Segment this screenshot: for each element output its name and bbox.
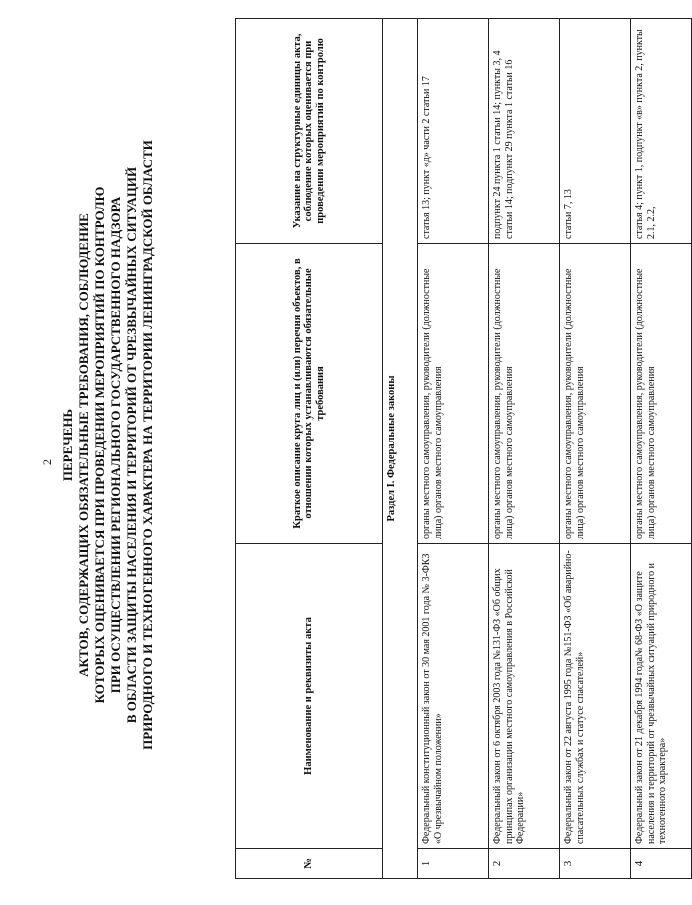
persons-cell: органы местного самоуправления, руководители (должностные лица) органов местного самоуправления [631, 244, 692, 544]
units-cell: подпункт 24 пункта 1 статьи 14; пункты 3, 4 статьи 14; подпункт 29 пункта 1 статьи 16 [489, 19, 560, 244]
table-row [418, 19, 489, 879]
row-number: 1 [418, 849, 489, 879]
page-number: 2 [40, 459, 54, 465]
heading-line: АКТОВ, СОДЕРЖАЩИХ ОБЯЗАТЕЛЬНЫЕ ТРЕБОВАНИЯ, СОБЛЮДЕНИЕ [76, 213, 91, 677]
section-title: Раздел I. Федеральные законы [383, 19, 418, 879]
heading-line: ПЕРЕЧЕНЬ [60, 408, 75, 482]
row-number: 4 [631, 849, 692, 879]
table-row [489, 19, 560, 879]
header-structural-units: Указание на структурные единицы акта, соблюдение которых оценивается при проведении мероприятий по контролю [236, 19, 383, 244]
units-cell: статья 13; пункт «д» части 2 статьи 17 [418, 19, 489, 244]
header-act-name: Наименование и реквизиты акта [236, 544, 383, 849]
heading-line: В ОБЛАСТИ ЗАЩИТЫ НАСЕЛЕНИЯ И ТЕРРИТОРИЙ ОТ ЧРЕЗВЫЧАЙНЫХ СИТУАЦИЙ [124, 166, 139, 724]
act-name-cell: Федеральный конституционный закон от 30 мая 2001 года № 3-ФКЗ «О чрезвычайном положении» [418, 544, 489, 849]
table-row [631, 19, 692, 879]
table-header-row [236, 19, 383, 879]
table-row [560, 19, 631, 879]
document-heading [60, 45, 156, 845]
heading-line: ПРИРОДНОГО И ТЕХНОГЕННОГО ХАРАКТЕРА НА ТЕРРИТОРИИ ЛЕНИНГРАДСКОЙ ОБЛАСТИ [140, 140, 155, 750]
persons-cell: органы местного самоуправления, руководители (должностные лица) органов местного самоуправления [489, 244, 560, 544]
units-cell: статьи 7, 13 [560, 19, 631, 244]
act-name-cell: Федеральный закон от 22 августа 1995 года №151-ФЗ «Об аварийно-спасательных службах и статусе спасателей» [560, 544, 631, 849]
heading-line: КОТОРЫХ ОЦЕНИВАЕТСЯ ПРИ ПРОВЕДЕНИИ МЕРОПРИЯТИЙ ПО КОНТРОЛЮ [92, 186, 107, 704]
row-number: 3 [560, 849, 631, 879]
persons-cell: органы местного самоуправления, руководители (должностные лица) органов местного самоуправления [560, 244, 631, 544]
acts-table [235, 18, 692, 879]
heading-line: ПРИ ОСУЩЕСТВЛЕНИИ РЕГИОНАЛЬНОГО ГОСУДАРСТВЕННОГО НАДЗОРА [108, 196, 123, 694]
row-number: 2 [489, 849, 560, 879]
section-row [383, 19, 418, 879]
persons-cell: органы местного самоуправления, руководители (должностные лица) органов местного самоуправления [418, 244, 489, 544]
units-cell: статья 4; пункт 1, подпункт «в» пункта 2, пункты 2.1, 2.2, [631, 19, 692, 244]
act-name-cell: Федеральный закон от 21 декабря 1994 года№ 68-ФЗ «О защите населения и территорий от чрезвычайных ситуаций природного и техногенного характера» [631, 544, 692, 849]
act-name-cell: Федеральный закон от 6 октября 2003 года №131-ФЗ «Об общих принципах организации местного самоуправления в Российской Федерации» [489, 544, 560, 849]
header-number: № [236, 849, 383, 879]
header-persons-description: Краткое описание круга лиц и (или) перечня объектов, в отношении которых устанавливаются обязательные требования [236, 244, 383, 544]
